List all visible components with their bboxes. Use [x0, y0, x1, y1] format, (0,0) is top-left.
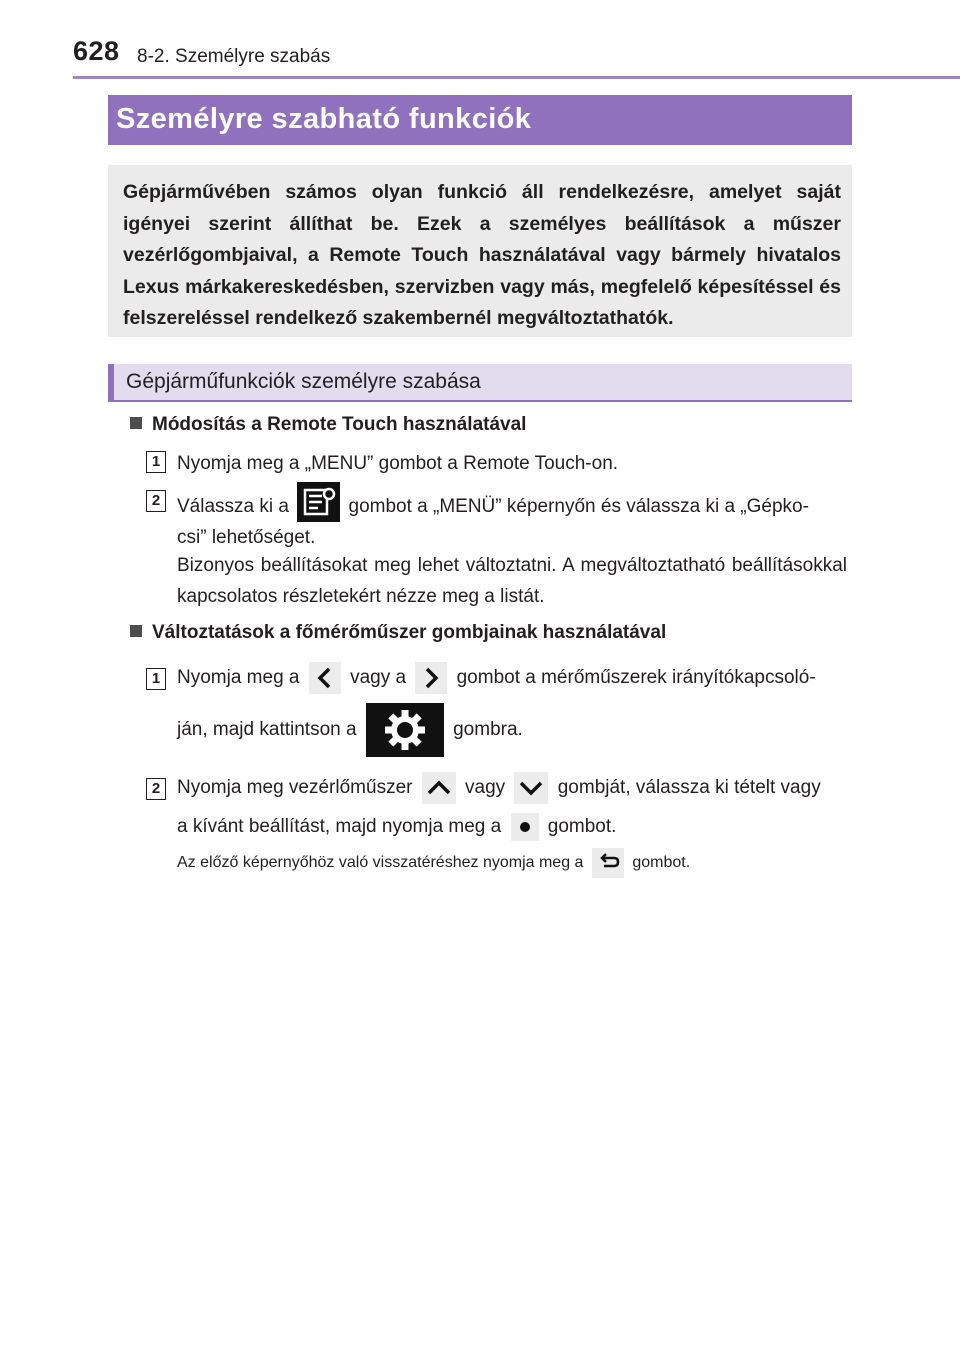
section-label: 8-2. Személyre szabás: [137, 46, 331, 67]
square-bullet-icon: [130, 625, 142, 637]
chevron-up-icon: [422, 772, 456, 804]
block2-step1-d: ján, majd kattintson a: [177, 719, 357, 741]
page-header: [0, 0, 960, 80]
subsection-accent: [108, 364, 114, 400]
block2-note-b: gombot.: [632, 854, 691, 872]
block2-step2-line2: [177, 811, 847, 842]
subsection-title: Gépjárműfunkciók személyre szabása: [126, 370, 481, 393]
block1-step2-c: csi” lehetőséget.: [177, 527, 316, 548]
block2-heading: [130, 622, 666, 644]
block2-step1-b: vagy a: [350, 667, 407, 689]
gear-icon: [366, 703, 444, 757]
page-number: 628: [73, 36, 120, 66]
intro-box: [108, 165, 852, 337]
block2-step2-e: gombot.: [547, 816, 617, 837]
back-arrow-icon: [592, 848, 624, 878]
block1-heading-text: Módosítás a Remote Touch használatával: [152, 414, 527, 435]
block2-step1-a: Nyomja meg a: [177, 667, 300, 689]
block2-step1-e: gombra.: [453, 719, 523, 741]
block1-heading: [130, 414, 526, 436]
block2-step2-d: a kívánt beállítást, majd nyomja meg a: [177, 816, 502, 837]
step-badge: 2: [146, 490, 166, 512]
intro-text: Gépjárművében számos olyan funkció áll rendelkezésre, amelyet saját igényei szerint állíthat be. Ezek a személyes beállítások a műszer vezérlőgombjaival, a Remote Touch használatával vagy bármely hivatalos Lexus márkakereskedésben, szervizben vagy más, megfelelő képesítéssel és felszereléssel rendelkező szakembernél megváltoztathatók.: [123, 181, 841, 329]
block2-step2-b: vagy: [465, 777, 506, 799]
block2-step1-line2: [177, 703, 847, 757]
block1-step2: [177, 482, 847, 553]
square-bullet-icon: [130, 417, 142, 429]
subsection-divider: [108, 400, 852, 402]
page-title: Személyre szabható funkciók: [116, 103, 532, 135]
settings-menu-icon: [297, 482, 340, 522]
block1-step2-b: gombot a „MENÜ” képernyőn és válassza ki a „Gépko-: [348, 496, 809, 517]
step-badge: 1: [146, 668, 166, 690]
chevron-right-icon: [415, 662, 447, 694]
chevron-left-icon: [309, 662, 341, 694]
block2-step1-line1: [177, 662, 847, 694]
block1-step2-a: Válassza ki a: [177, 496, 289, 517]
block2-step2-line1: [177, 772, 847, 804]
block2-step1-c: gombot a mérőműszerek irányítókapcsoló-: [456, 667, 816, 689]
title-bar: [108, 95, 852, 145]
block1-step2-note: Bizonyos beállításokat meg lehet változtatni. A megváltoztatható beállításokkal kapcsolatos részletekért nézze meg a listát.: [177, 555, 847, 607]
header-divider: [73, 76, 960, 79]
chevron-down-icon: [514, 772, 548, 804]
block2-note: [177, 848, 690, 878]
block2-heading-text: Változtatások a főmérőműszer gombjainak használatával: [152, 622, 667, 643]
step-badge: 1: [146, 451, 166, 473]
block1-step1: Nyomja meg a „MENU” gombot a Remote Touch-on.: [177, 453, 619, 474]
subsection-bar: [108, 364, 852, 400]
dot-icon: [511, 813, 539, 841]
block2-step2-c: gombját, válassza ki tételt vagy: [557, 777, 821, 799]
step-badge: 2: [146, 778, 166, 800]
block2-note-a: Az előző képernyőhöz való visszatéréshez nyomja meg a: [177, 854, 584, 872]
block2-step2-a: Nyomja meg vezérlőműszer: [177, 777, 413, 799]
